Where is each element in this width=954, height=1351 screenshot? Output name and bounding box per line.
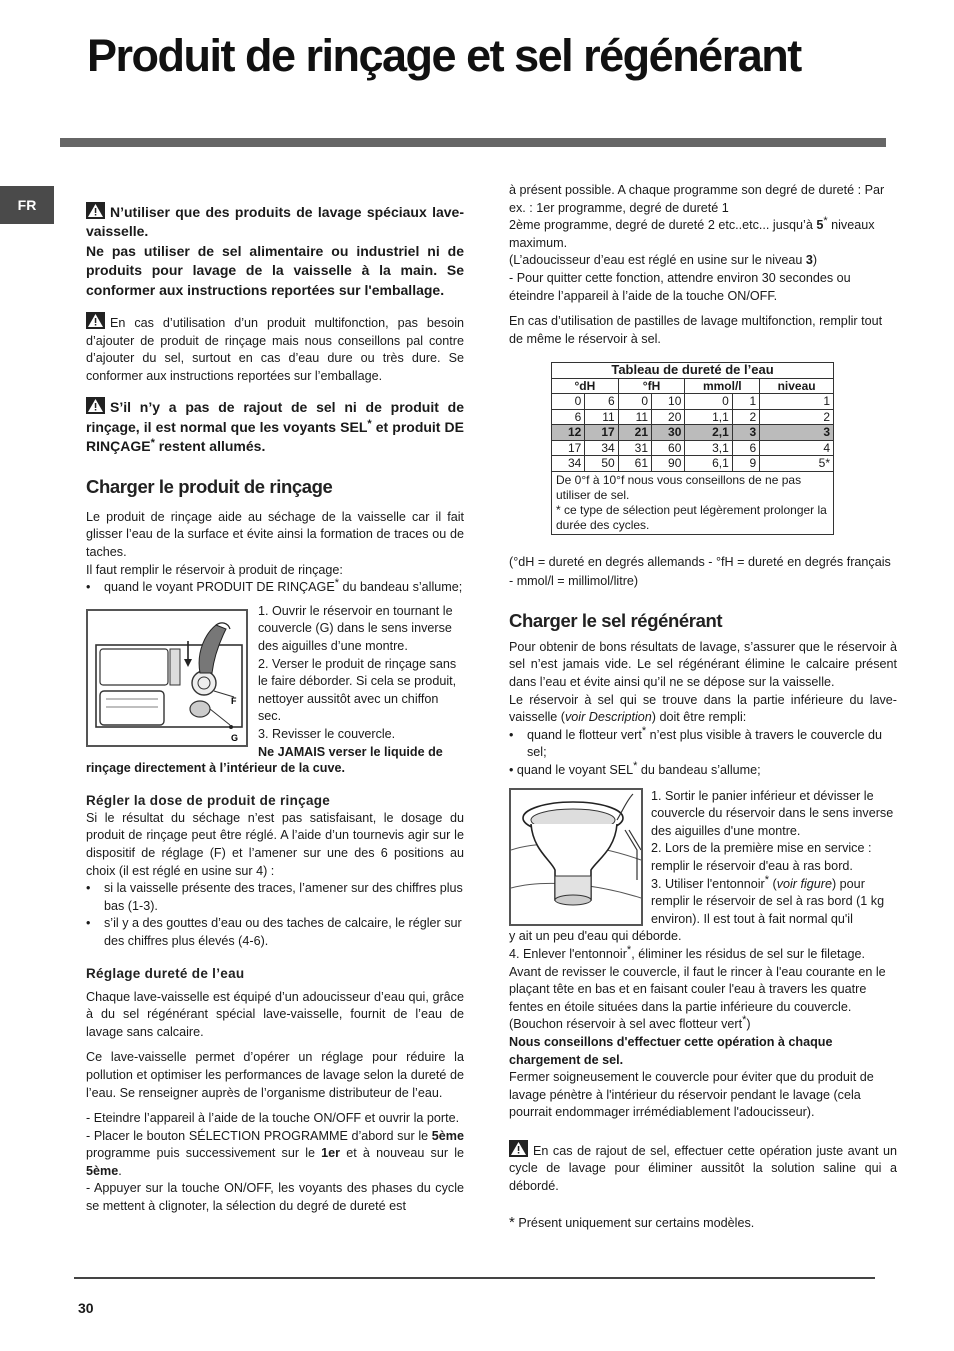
- units-legend: (°dH = dureté en degrés allemands - °fH = dureté en degrés français - mmol/l = millimol/litre): [509, 554, 891, 588]
- hardness-cont-p3: (L’adoucisseur d’eau est réglé en usine sur le niveau 3): [509, 253, 818, 268]
- footer-rule: [74, 1277, 875, 1279]
- salt-advice: Nous conseillons d'effectuer cette opération à chaque chargement de sel.: [509, 1034, 833, 1067]
- dose-bullet-2: • s’il y a des gouttes d’eau ou des taches de calcaire, le régler sur des chiffres plus élevés (4-6).: [86, 916, 462, 948]
- heading-rinse-aid: Charger le produit de rinçage: [86, 475, 333, 497]
- table-row: 34 50 61 90 6,1 9 5*: [552, 456, 834, 472]
- heading-salt: Charger le sel régénérant: [509, 609, 723, 631]
- warning-detergent: N’utiliser que des produits de lavage spéciaux lave-vaisselle. Ne pas utiliser de sel alimentaire ou industriel ni de produits pour lavage de la vaisselle à la main. Se conformer aux instructions reportées sur l'emballage.: [86, 203, 464, 298]
- heading-hardness: Réglage dureté de l’eau: [86, 965, 245, 981]
- rinse-intro: Le produit de rinçage aide au séchage de la vaisselle car il fait glisser l’eau de la surface et évite ainsi la formation de traces ou de taches.: [86, 509, 464, 560]
- table-header: °fH: [618, 378, 685, 394]
- rinse-bullet: • quand le voyant PRODUIT DE RINÇAGE* du bandeau s’allume;: [86, 577, 463, 595]
- table-row-highlight: 12 17 21 30 2,1 3 3: [552, 425, 834, 441]
- language-tab: FR: [0, 186, 54, 224]
- page-title: Produit de rinçage et sel régénérant: [87, 30, 801, 81]
- table-header: °dH: [552, 378, 619, 394]
- warning-icon: [86, 202, 105, 219]
- title-rule: [60, 138, 886, 147]
- hardness-p2: Ce lave-vaisselle permet d’opérer un réglage pour réduire la pollution et optimiser les performances de lavage selon la dureté de l’eau. Se renseigner auprès de l’organisme distributeur de l’eau.: [86, 1050, 464, 1100]
- warning-salt: En cas de rajout de sel, effectuer cette opération juste avant un cycle de lavage pour éliminer aussitôt la solution saline qui a débordé.: [509, 1140, 897, 1196]
- salt-steps: 1. Sortir le panier inférieur et dévisser le couvercle du réservoir dans le sens inverse des aiguilles d'une montre. 2. Lors de la première mise en service : remplir le réservoir d'eau à ras bord. 3. Utiliser l'entonnoir* (voir figure) pour remplir le réservoir de sel à ras bord (1 kg environ). Il est tout à fait normal qu'il: [651, 788, 894, 926]
- table-row: 6 11 11 20 1,1 2 2: [552, 409, 834, 425]
- rinse-steps: 1. Ouvrir le réservoir en tournant le couvercle (G) dans le sens inverse des aiguilles d’une montre. 2. Verser le produit de rinçage sans le faire déborder. Si cela se produit, nettoyer aussitôt avec un chiffon sec. 3. Revisser le couvercle. Ne JAMAIS verser le liquide de: [258, 603, 457, 759]
- dispenser-illustration: [88, 611, 246, 745]
- rinse-warning-end: rinçage directement à l’intérieur de la cuve.: [86, 761, 345, 776]
- table-row: 0 6 0 10 0 1 1: [552, 394, 834, 410]
- right-column: [509, 182, 897, 1232]
- label-g: G: [231, 732, 239, 743]
- table-header: mmol/l: [685, 378, 760, 394]
- hardness-cont-p1: à présent possible. A chaque programme son degré de dureté : Par ex. : 1er programme, degré de dureté 1: [509, 183, 885, 215]
- table-note: De 0°f à 10°f nous vous conseillons de ne pas utiliser de sel. * ce type de sélection peut légèrement prolonger la durée des cycles.: [552, 471, 834, 534]
- rinse-dispenser-figure: [86, 609, 248, 747]
- hardness-p3: - Eteindre l’appareil à l’aide de la touche ON/OFF et ouvrir la porte.: [86, 1111, 460, 1126]
- rinse-fill-text: Il faut remplir le réservoir à produit de rinçage:: [86, 562, 343, 577]
- table-caption: Tableau de dureté de l’eau: [552, 363, 834, 379]
- table-row: 17 34 31 60 3,1 6 4: [552, 440, 834, 456]
- dose-text: Si le résultat du séchage n’est pas satisfaisant, le dosage du produit de rinçage peut être réglé. A l’aide d’un tournevis agir sur le dispositif de réglage (F) et l’amener sur une des 6 positions au choix (il est réglé en usine sur 4) :: [86, 810, 464, 878]
- salt-bullet-2: • quand le voyant SEL* du bandeau s’allume;: [509, 760, 761, 777]
- salt-bullet-1: • quand le flotteur vert* n’est plus visible à travers le couvercle du sel;: [509, 724, 883, 760]
- hardness-table: [551, 362, 834, 535]
- heading-dose: Régler la dose de produit de rinçage: [86, 792, 331, 808]
- hardness-p1: Chaque lave-vaisselle est équipé d’un adoucisseur d’eau qui, grâce à du sel régénérant spécial lave-vaisselle, fournit de l’eau de lavage sans calcaire.: [86, 989, 464, 1039]
- salt-p2: Le réservoir à sel qui se trouve dans la partie inférieure du lave-vaisselle (voir Description) doit être rempli:: [509, 692, 897, 725]
- label-f: F: [231, 695, 237, 706]
- salt-figure-block: [509, 788, 897, 929]
- salt-p3: Fermer soigneusement le couvercle pour éviter que du produit de lavage pénètre à l'intérieur du réservoir pendant le lavage (cela pourrait endommager irrémédiablement l'adoucisseur).: [509, 1070, 874, 1120]
- funnel-illustration: [511, 790, 641, 924]
- hardness-cont-p2: 2ème programme, degré de dureté 2 etc..etc... jusqu’à 5* niveaux maximum.: [509, 215, 875, 250]
- table-header: niveau: [760, 378, 834, 394]
- hardness-cont-p4: - Pour quitter cette fonction, attendre environ 30 secondes ou éteindre l’appareil à l’aide de la touche ON/OFF.: [509, 270, 851, 303]
- hardness-cont-p5: En cas d’utilisation de pastilles de lavage multifonction, remplir tout de même le réservoir à sel.: [509, 314, 883, 346]
- salt-step-3-end: y ait un peu d'eau qui déborde.: [509, 929, 682, 944]
- rinse-figure-block: [86, 603, 464, 761]
- warning-icon: [509, 1140, 528, 1157]
- footnote: * Présent uniquement sur certains modèles.: [509, 1213, 755, 1231]
- page-number: 30: [78, 1300, 94, 1316]
- salt-funnel-figure: [509, 788, 643, 926]
- warning-indicators: S’il n’y a pas de rajout de sel ni de produit de rinçage, il est normal que les voyants SEL* et produit DE RINÇAGE* restent allumés.: [86, 399, 464, 455]
- hardness-p4: - Placer le bouton SÉLECTION PROGRAMME d’abord sur le 5ème programme puis successivement sur le 1er et à nouveau sur le 5ème.: [86, 1128, 465, 1178]
- hardness-p5: - Appuyer sur la touche ON/OFF, les voyants des phases du cycle se mettent à clignoter, la sélection du degré de dureté est: [86, 1181, 464, 1214]
- dose-bullet-1: • si la vaisselle présente des traces, l’amener sur des chiffres plus bas (1-3).: [86, 881, 463, 913]
- warning-multifunction: En cas d’utilisation d’un produit multifonction, pas besoin d’ajouter de produit de rinçage mais nous conseillons pal contre d’ajouter du sel, surtout en cas d’eau dure ou très dure. Se conformer aux instructions reportées sur l’emballage.: [86, 312, 464, 385]
- salt-p1: Pour obtenir de bons résultats de lavage, s’assurer que le réservoir à sel n’est jamais vide. Le sel régénérant élimine le calcaire présent dans l’eau et évite ainsi qu’il ne se dépose sur la vaisselle.: [509, 639, 897, 690]
- warning-icon: [86, 397, 105, 414]
- salt-step-4: 4. Enlever l'entonnoir*, éliminer les résidus de sel sur le filetage. Avant de revisser le couvercle, il faut le rincer à l'eau courante en le plaçant tête en bas et en faisant couler l'eau à travers les quatre fentes en étoile situées dans la partie inférieure du couvercle. (Bouchon réservoir à sel avec flotteur vert*): [509, 943, 886, 1032]
- warning-icon: [86, 312, 105, 329]
- left-column: [86, 182, 464, 1216]
